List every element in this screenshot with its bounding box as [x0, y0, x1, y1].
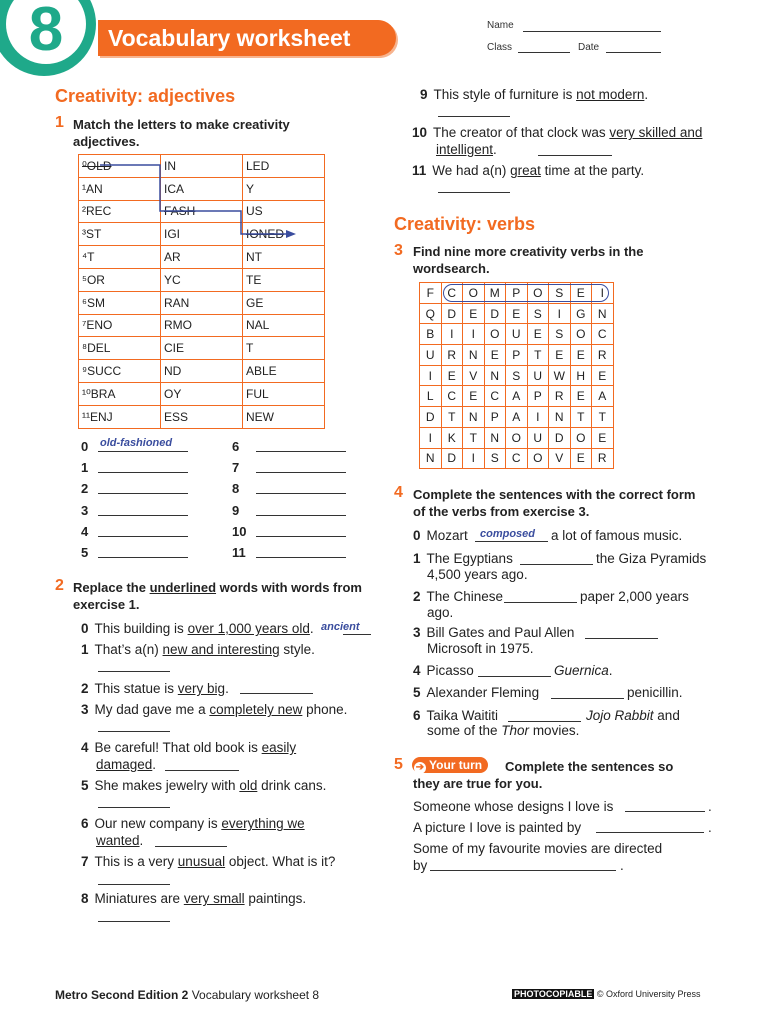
wordsearch-row — [420, 365, 614, 386]
wordsearch-cell[interactable]: R — [549, 386, 571, 407]
ex1-answer-label: 1 — [81, 460, 89, 476]
ex1-answer-1[interactable] — [98, 472, 188, 473]
match-cell: ND — [161, 360, 243, 383]
ex4-item-continuation: the Giza Pyramids — [596, 551, 707, 566]
match-cell: ¹¹ENJ — [79, 405, 161, 428]
ex4-answer-3[interactable] — [585, 638, 658, 639]
ex5-answer-3[interactable] — [430, 870, 616, 871]
wordsearch-cell[interactable]: T — [570, 407, 592, 428]
match-row — [79, 268, 325, 291]
ex2-answer-7[interactable] — [98, 884, 170, 885]
match-cell: GE — [243, 291, 325, 314]
exercise-3-number: 3 — [394, 242, 403, 259]
ex5-answer-2[interactable] — [596, 832, 704, 833]
name-field[interactable] — [523, 31, 661, 32]
ex2-answer-10[interactable] — [538, 155, 612, 156]
wordsearch-cell[interactable]: E — [570, 283, 592, 304]
ex2-item: 6 Our new company is everything we wanted. — [81, 816, 305, 848]
ex2-item: 0 This building is over 1,000 years old. — [81, 621, 314, 636]
match-cell: RAN — [161, 291, 243, 314]
wordsearch-cell[interactable]: I — [463, 448, 485, 469]
ex4-item-continuation: a lot of famous music. — [551, 528, 683, 543]
wordsearch-cell[interactable]: T — [463, 427, 485, 448]
match-row — [79, 246, 325, 269]
ex1-example-answer: old-fashioned — [100, 437, 173, 449]
exercise-4-instruction: Complete the sentences with the correct form of the verbs from exercise 3. — [413, 487, 696, 519]
match-row — [79, 314, 325, 337]
wordsearch-cell[interactable]: E — [592, 365, 614, 386]
ex1-answer-4[interactable] — [98, 536, 188, 537]
ex1-answer-8[interactable] — [256, 493, 346, 494]
section-title-adjectives: Creativity: adjectives — [55, 86, 236, 106]
your-turn-badge: ➔ Your turn — [412, 757, 488, 773]
wordsearch-cell[interactable]: E — [441, 365, 463, 386]
wordsearch-cell[interactable]: A — [506, 407, 528, 428]
match-cell: AR — [161, 246, 243, 269]
match-cell: Y — [243, 177, 325, 200]
wordsearch-cell[interactable]: P — [506, 283, 528, 304]
wordsearch-cell[interactable]: E — [570, 345, 592, 366]
ex5-answer-1[interactable] — [625, 811, 705, 812]
ex2-item: 8 Miniatures are very small paintings. — [81, 891, 307, 906]
match-row — [79, 360, 325, 383]
wordsearch-cell[interactable]: I — [592, 283, 614, 304]
wordsearch-row — [420, 386, 614, 407]
ex4-answer-2[interactable] — [504, 602, 577, 603]
wordsearch-cell[interactable]: O — [484, 324, 506, 345]
wordsearch-cell[interactable]: S — [506, 365, 528, 386]
ex4-example-answer: composed — [480, 528, 536, 540]
ex4-item-continuation: penicillin. — [627, 685, 683, 700]
ex4-item-continuation: paper 2,000 years — [580, 589, 689, 604]
ex1-answer-label: 5 — [81, 545, 89, 560]
wordsearch-cell[interactable]: E — [570, 448, 592, 469]
match-cell: ⁹SUCC — [79, 360, 161, 383]
match-cell: NEW — [243, 405, 325, 428]
wordsearch-row — [420, 448, 614, 469]
wordsearch-cell[interactable]: A — [506, 386, 528, 407]
match-cell: CIE — [161, 337, 243, 360]
match-cell: ABLE — [243, 360, 325, 383]
match-row — [79, 405, 325, 428]
ex1-answer-label: 7 — [232, 460, 240, 476]
ex2-answer-1[interactable] — [98, 671, 170, 672]
match-cell: ¹AN — [79, 177, 161, 200]
wordsearch-cell[interactable]: E — [570, 386, 592, 407]
wordsearch-row — [420, 427, 614, 448]
ex4-item-line2: some of the Thor movies. — [427, 723, 580, 738]
wordsearch-cell[interactable]: P — [527, 386, 549, 407]
wordsearch-cell[interactable]: G — [570, 303, 592, 324]
ex2-answer-9[interactable] — [438, 116, 510, 117]
ex1-answer-label: 9 — [232, 502, 240, 518]
wordsearch-cell[interactable]: T — [441, 407, 463, 428]
match-cell: ICA — [161, 177, 243, 200]
match-cell: ⁵OR — [79, 268, 161, 291]
ex4-item: 1 The Egyptians — [413, 551, 513, 566]
exercise-3-instruction: Find nine more creativity verbs in the wordsearch. — [413, 244, 644, 276]
ex1-answer-9[interactable] — [256, 515, 346, 516]
match-cell: IGI — [161, 223, 243, 246]
wordsearch-cell[interactable]: C — [441, 283, 463, 304]
exercise-5-instruction: Complete the sentences so they are true for you. — [413, 759, 674, 791]
ex2-answer-0[interactable] — [343, 634, 371, 635]
exercise-2-number: 2 — [55, 577, 64, 594]
wordsearch-cell[interactable]: D — [484, 303, 506, 324]
match-cell: ⁶SM — [79, 291, 161, 314]
unit-number: 8 — [28, 0, 64, 64]
match-cell: ⁷ENO — [79, 314, 161, 337]
wordsearch-cell[interactable]: N — [463, 407, 485, 428]
wordsearch-cell[interactable]: E — [592, 427, 614, 448]
wordsearch-cell[interactable]: N — [420, 448, 442, 469]
wordsearch-cell[interactable]: P — [484, 407, 506, 428]
exercise-1-number: 1 — [55, 114, 64, 131]
wordsearch-cell[interactable]: I — [549, 303, 571, 324]
ex5-line-3: Some of my favourite movies are directed — [413, 841, 663, 856]
wordsearch-cell[interactable]: E — [527, 324, 549, 345]
wordsearch-cell[interactable]: R — [592, 448, 614, 469]
ex2-item: 7 This is a very unusual object. What is it? — [81, 854, 336, 869]
wordsearch-cell[interactable]: T — [592, 407, 614, 428]
match-cell: NT — [243, 246, 325, 269]
ex2-answer-11[interactable] — [438, 192, 510, 193]
ex2-item: 5 She makes jewelry with old drink cans. — [81, 778, 327, 793]
wordsearch-cell[interactable]: S — [549, 324, 571, 345]
wordsearch-cell[interactable]: O — [570, 427, 592, 448]
match-cell: LED — [243, 155, 325, 178]
wordsearch-cell[interactable]: N — [484, 427, 506, 448]
wordsearch-cell[interactable]: U — [527, 365, 549, 386]
wordsearch-cell[interactable]: U — [420, 345, 442, 366]
wordsearch-cell[interactable]: Q — [420, 303, 442, 324]
wordsearch-row — [420, 345, 614, 366]
wordsearch-cell[interactable]: N — [484, 365, 506, 386]
class-label: Class — [487, 42, 513, 53]
wordsearch-row — [420, 303, 614, 324]
wordsearch-cell[interactable]: D — [420, 407, 442, 428]
ex2-answer-8[interactable] — [98, 921, 170, 922]
wordsearch-cell[interactable]: C — [484, 386, 506, 407]
wordsearch-cell[interactable]: R — [441, 345, 463, 366]
ex1-answer-label: 10 — [232, 523, 247, 539]
wordsearch-cell[interactable]: I — [441, 324, 463, 345]
ex4-item-line2: Microsoft in 1975. — [427, 641, 534, 656]
match-cell: ³ST — [79, 223, 161, 246]
wordsearch-cell[interactable]: E — [463, 303, 485, 324]
wordsearch-cell[interactable]: C — [506, 448, 528, 469]
wordsearch-cell[interactable]: C — [592, 324, 614, 345]
ex2-answer-3[interactable] — [98, 731, 170, 732]
wordsearch-cell[interactable]: H — [570, 365, 592, 386]
ex4-item: 0 Mozart — [413, 528, 468, 543]
ex2-item: 1 That’s a(n) new and interesting style. — [81, 642, 315, 657]
wordsearch-cell[interactable]: C — [441, 386, 463, 407]
match-row — [79, 337, 325, 360]
wordsearch-cell[interactable]: S — [527, 303, 549, 324]
wordsearch-cell[interactable]: U — [527, 427, 549, 448]
ex4-answer-5[interactable] — [551, 698, 624, 699]
ex2-item: 11 We had a(n) great time at the party. — [412, 163, 645, 178]
match-cell: RMO — [161, 314, 243, 337]
wordsearch-cell[interactable]: S — [484, 448, 506, 469]
wordsearch-cell[interactable]: R — [592, 345, 614, 366]
ex4-item-continuation: Jojo Rabbit and — [586, 708, 680, 723]
match-cell: ⁸DEL — [79, 337, 161, 360]
match-cell: ESS — [161, 405, 243, 428]
ex1-answer-11[interactable] — [256, 557, 346, 558]
ex4-item: 3 Bill Gates and Paul Allen — [413, 625, 575, 640]
wordsearch-cell[interactable]: O — [506, 427, 528, 448]
wordsearch-grid — [419, 282, 614, 469]
ex2-item: 2 This statue is very big. — [81, 681, 229, 696]
wordsearch-cell[interactable]: K — [441, 427, 463, 448]
wordsearch-example-circle — [443, 284, 609, 302]
ex1-answer-label: 4 — [81, 523, 89, 539]
wordsearch-cell[interactable]: T — [527, 345, 549, 366]
match-cell: T — [243, 337, 325, 360]
wordsearch-cell[interactable]: O — [463, 283, 485, 304]
wordsearch-cell[interactable]: I — [463, 324, 485, 345]
ex2-answer-4[interactable] — [165, 770, 239, 771]
name-label: Name — [487, 20, 514, 31]
ex4-item-continuation: Guernica. — [554, 663, 613, 678]
wordsearch-cell[interactable]: B — [420, 324, 442, 345]
wordsearch-cell[interactable]: L — [420, 386, 442, 407]
worksheet-title: Vocabulary worksheet — [108, 25, 351, 51]
example-connector — [78, 154, 323, 246]
match-cell: YC — [161, 268, 243, 291]
wordsearch-cell[interactable]: W — [549, 365, 571, 386]
match-cell: NAL — [243, 314, 325, 337]
ex1-answer-10[interactable] — [256, 536, 346, 537]
ex2-answer-2[interactable] — [240, 693, 313, 694]
ex2-item: 4 Be careful! That old book is easily damaged. — [81, 740, 297, 772]
wordsearch-cell[interactable]: D — [549, 427, 571, 448]
wordsearch-cell[interactable]: O — [527, 283, 549, 304]
exercise-4-number: 4 — [394, 484, 403, 501]
wordsearch-cell[interactable]: I — [527, 407, 549, 428]
wordsearch-cell[interactable]: S — [549, 283, 571, 304]
date-label: Date — [578, 42, 600, 53]
wordsearch-cell[interactable]: F — [420, 283, 442, 304]
wordsearch-cell[interactable]: U — [506, 324, 528, 345]
ex4-answer-0[interactable] — [475, 541, 548, 542]
ex4-item: 5 Alexander Fleming — [413, 685, 540, 700]
wordsearch-cell[interactable]: A — [592, 386, 614, 407]
wordsearch-cell[interactable]: V — [463, 365, 485, 386]
match-row — [79, 382, 325, 405]
ex1-answer-label: 11 — [232, 545, 246, 560]
wordsearch-cell[interactable]: M — [484, 283, 506, 304]
ex4-answer-4[interactable] — [478, 676, 551, 677]
wordsearch-cell[interactable]: D — [441, 448, 463, 469]
ex2-answer-5[interactable] — [98, 807, 170, 808]
ex5-line-1: Someone whose designs I love is — [413, 799, 614, 814]
ex5-line-4: by — [413, 858, 428, 873]
wordsearch-cell[interactable]: N — [463, 345, 485, 366]
ex4-item: 4 Picasso — [413, 663, 474, 678]
match-cell: ⁰OLD — [79, 155, 161, 178]
footer-publisher: PHOTOCOPIABLE © Oxford University Press — [514, 989, 701, 999]
wordsearch-cell[interactable]: D — [441, 303, 463, 324]
match-cell: US — [243, 200, 325, 223]
ex4-item-line2: ago. — [427, 605, 454, 620]
ex4-item: 6 Taika Waititi — [413, 708, 499, 723]
wordsearch-cell[interactable]: O — [570, 324, 592, 345]
exercise-2-instruction: Replace the underlined words with words from exercise 1. — [73, 580, 362, 612]
ex2-answer-6[interactable] — [155, 846, 227, 847]
ex1-answer-label: 0 — [81, 439, 89, 454]
wordsearch-cell[interactable]: E — [506, 303, 528, 324]
match-cell: ¹⁰BRA — [79, 382, 161, 405]
ex2-item: 3 My dad gave me a completely new phone. — [81, 702, 348, 717]
wordsearch-cell[interactable]: P — [506, 345, 528, 366]
ex1-answer-label: 2 — [81, 481, 89, 497]
match-cell: FASH — [161, 200, 243, 223]
ex1-answer-2[interactable] — [98, 493, 188, 494]
footer-credit: Metro Second Edition 2 Vocabulary worksheet 8 — [55, 988, 320, 1002]
exercise-1-instruction: Match the letters to make creativity adjectives. — [73, 117, 290, 149]
match-cell: OY — [161, 382, 243, 405]
ex1-answer-label: 3 — [81, 502, 89, 518]
ex1-answer-7[interactable] — [256, 472, 346, 473]
match-cell: ²REC — [79, 200, 161, 223]
ex1-answer-0[interactable] — [98, 451, 188, 452]
wordsearch-cell[interactable]: N — [549, 407, 571, 428]
match-cell: IONED — [243, 223, 325, 246]
wordsearch-row — [420, 324, 614, 345]
ex1-answer-5[interactable] — [98, 557, 188, 558]
ex2-example-answer: ancient — [321, 621, 360, 633]
ex2-item: 9 This style of furniture is not modern. — [420, 87, 649, 102]
wordsearch-row — [420, 407, 614, 428]
match-cell: ⁴T — [79, 246, 161, 269]
wordsearch-cell[interactable]: O — [527, 448, 549, 469]
wordsearch-cell[interactable]: N — [592, 303, 614, 324]
section-title-verbs: Creativity: verbs — [394, 214, 536, 234]
ex4-item-line2: 4,500 years ago. — [427, 567, 528, 582]
date-field[interactable] — [606, 52, 661, 53]
ex1-answer-6[interactable] — [256, 451, 346, 452]
ex5-line-2: A picture I love is painted by — [413, 820, 582, 835]
exercise-5-number: 5 — [394, 756, 403, 773]
class-field[interactable] — [518, 52, 570, 53]
match-cell: TE — [243, 268, 325, 291]
wordsearch-cell[interactable]: I — [420, 427, 442, 448]
match-row — [79, 291, 325, 314]
match-cell: FUL — [243, 382, 325, 405]
ex1-answer-label: 8 — [232, 481, 240, 497]
wordsearch-cell[interactable]: E — [549, 345, 571, 366]
ex1-answer-3[interactable] — [98, 515, 188, 516]
wordsearch-cell[interactable]: E — [484, 345, 506, 366]
wordsearch-cell[interactable]: E — [463, 386, 485, 407]
wordsearch-cell[interactable]: I — [420, 365, 442, 386]
ex1-answer-label: 6 — [232, 439, 240, 454]
match-cell: IN — [161, 155, 243, 178]
wordsearch-cell[interactable]: V — [549, 448, 571, 469]
ex4-answer-1[interactable] — [520, 564, 593, 565]
arrow-right-icon: ➔ — [415, 762, 425, 773]
ex2-item: 10 The creator of that clock was very skilled and intelligent. — [412, 125, 703, 157]
ex4-item: 2 The Chinese — [413, 589, 504, 604]
